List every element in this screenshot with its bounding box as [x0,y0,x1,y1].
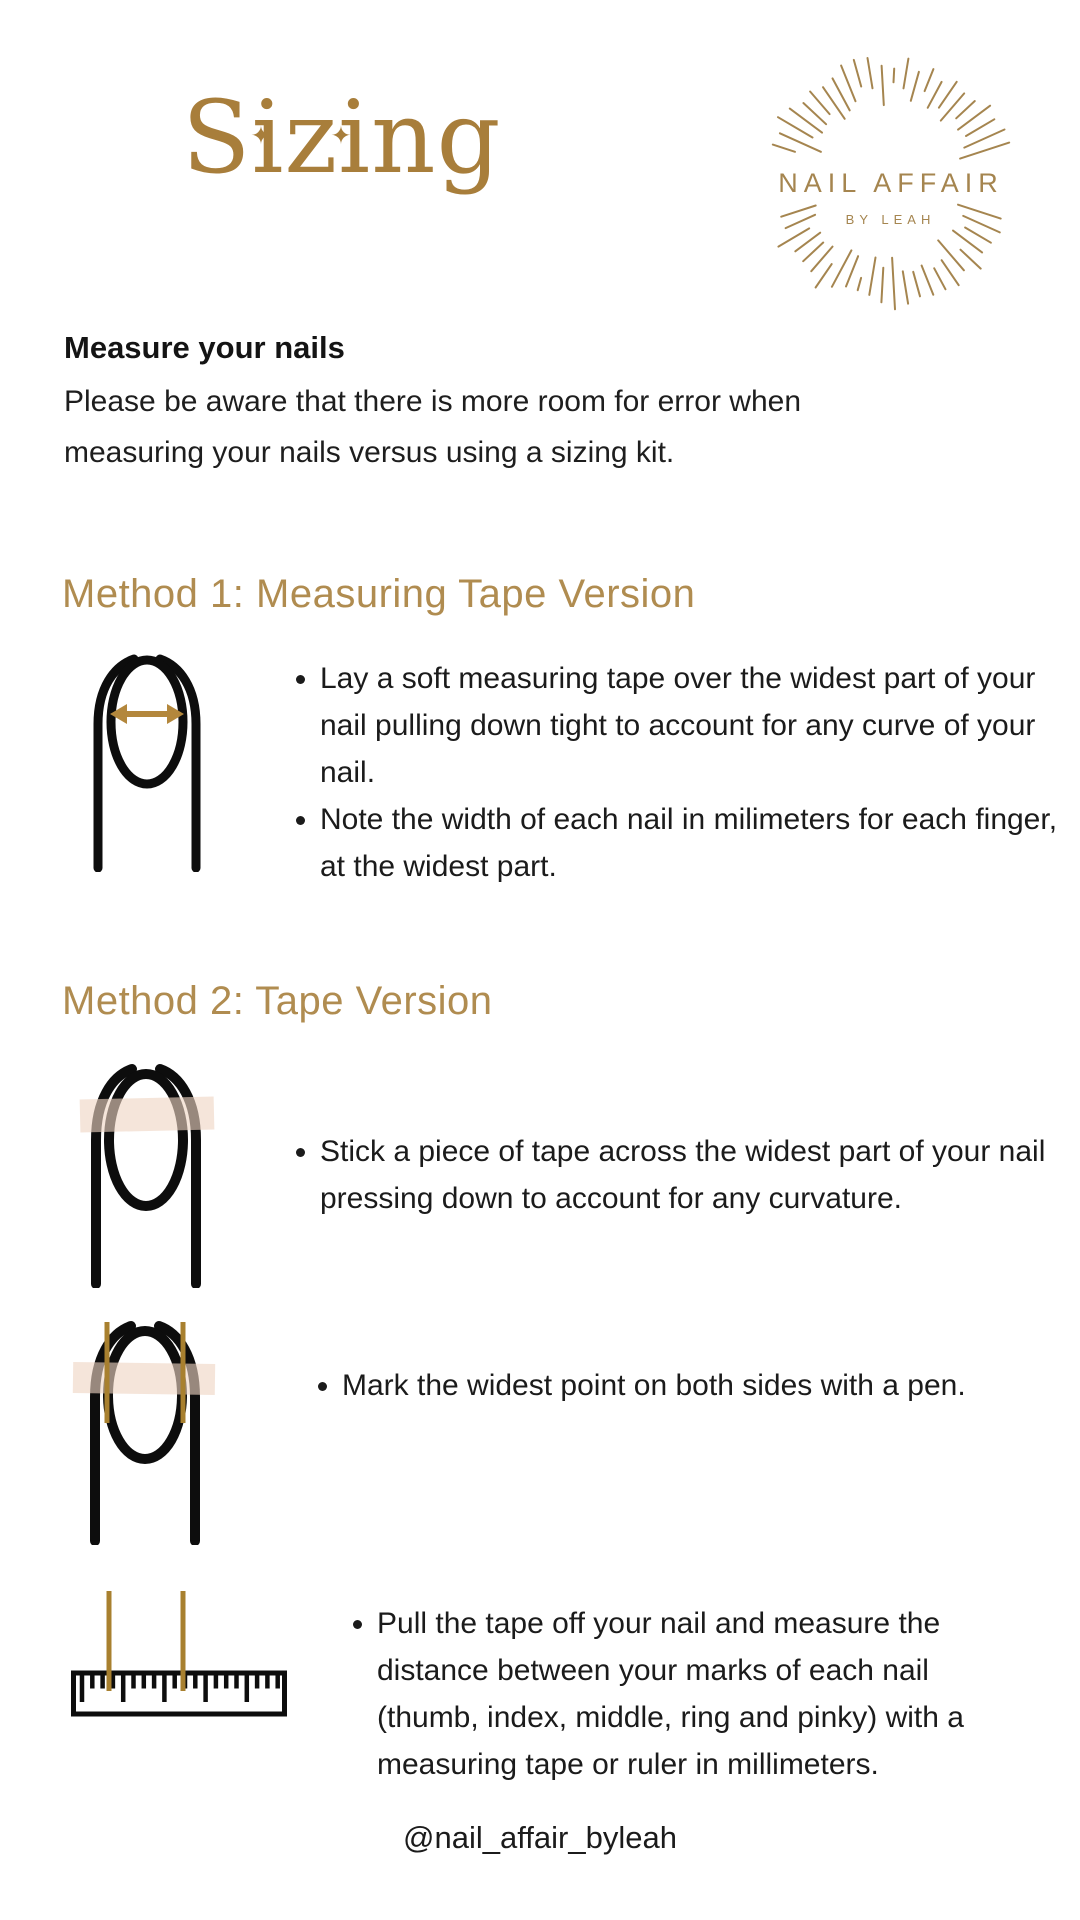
sparkle-icon [248,124,274,149]
page-title: Sizing [182,79,502,196]
method2-heading: Method 2: Tape Version [62,979,493,1023]
nail-tape-pen-marks-illustration [57,1315,227,1545]
brand-name: NAIL AFFAIR [778,168,1004,198]
bullet-item: • Pull the tape off your nail and measure the distance between your marks of each nail (thumb, index, middle, ring and pinky) with a measuring tape or ruler in millimeters. [377,1600,1027,1788]
brand-subtitle: BY LEAH [845,212,936,227]
brand-logo [758,52,1018,312]
bullet-item: • Lay a soft measuring tape over the widest part of your nail pulling down tight to account for any curve of your nail. [320,655,1065,796]
method1-heading: Method 1: Measuring Tape Version [62,572,696,616]
nail-with-tape-illustration [58,1058,228,1288]
bullet-item: • Stick a piece of tape across the widest part of your nail pressing down to account for any curvature. [320,1128,1075,1222]
method1-bullet-list [288,655,1065,890]
bullet-item: • Mark the widest point on both sides with a pen. [342,1362,1062,1409]
intro-body: Please be aware that there is more room for error when measuring your nails versus using a sizing kit. [64,385,802,469]
tape-strip [73,1362,215,1395]
tape-strip [80,1096,215,1132]
method2-step3-bullet-list [345,1600,1027,1788]
measure-arrow-icon [110,704,184,724]
sparkle-icon [328,124,354,149]
instagram-handle: @nail_affair_byleah [403,1820,677,1855]
intro-heading: Measure your nails [64,330,345,365]
method2-step1-bullet-list [288,1128,1075,1222]
method2-step2-bullet-list [310,1362,1062,1409]
nail-width-arrow-illustration [88,652,210,872]
ruler-measure-illustration [70,1588,290,1718]
intro-section [64,330,884,478]
bullet-item: • Note the width of each nail in milimeters for each finger, at the widest part. [320,796,1065,890]
